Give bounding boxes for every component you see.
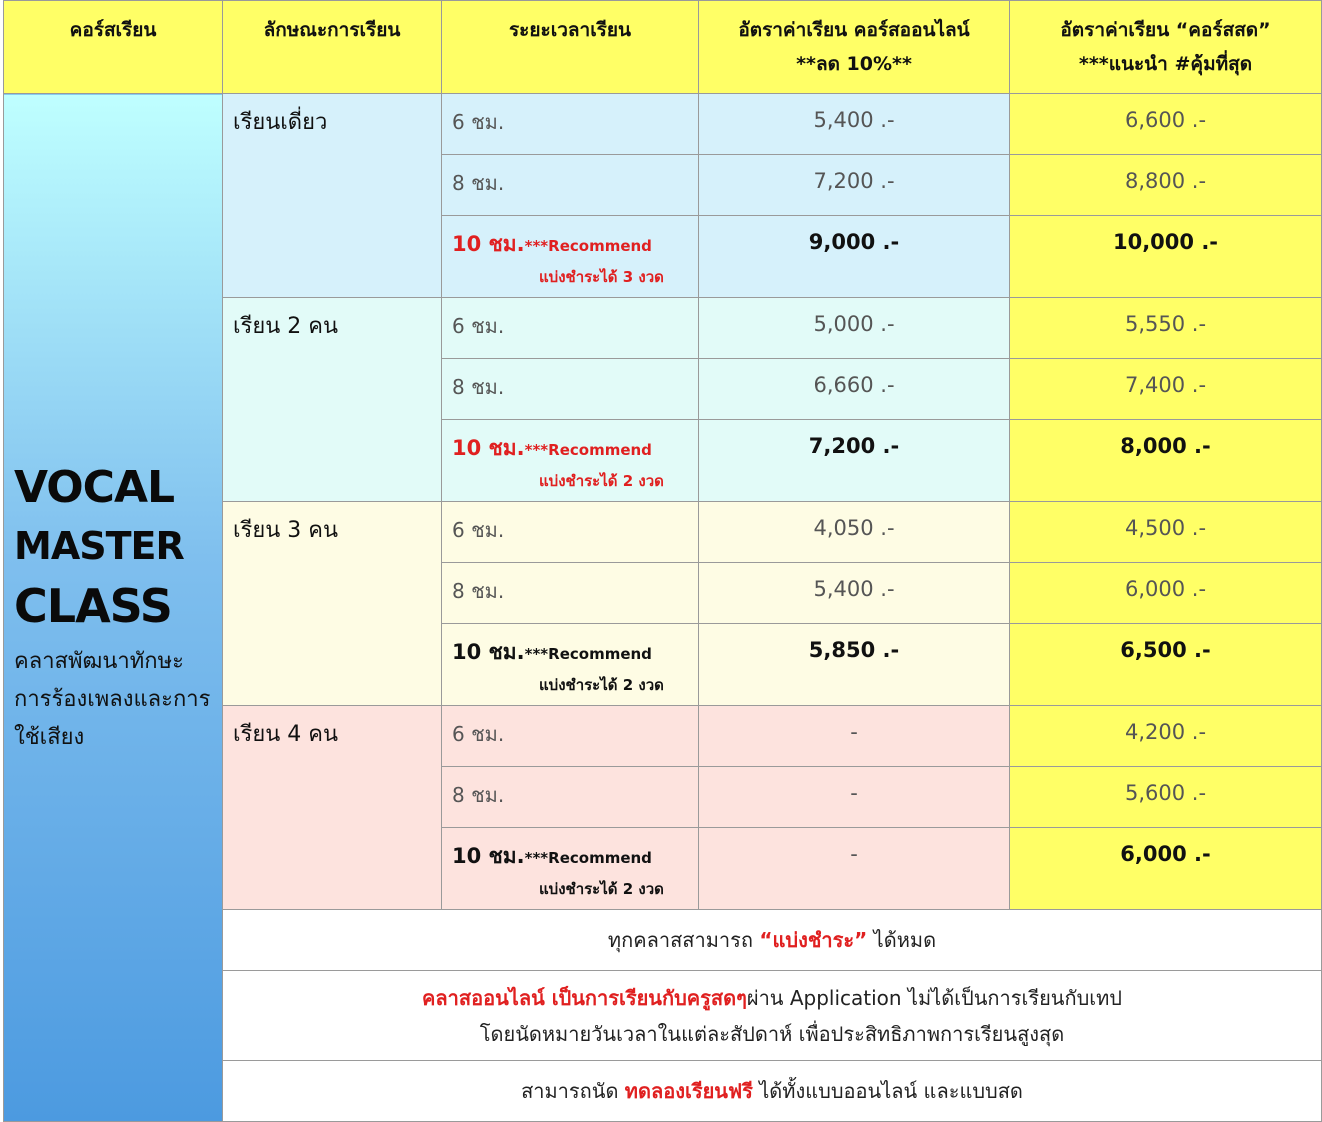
online-price-cell: 5,000 .- <box>699 298 1010 359</box>
duration-cell: 8 ชม. <box>442 359 699 420</box>
recommend-label: ***Recommend <box>524 645 652 663</box>
header-online-price: อัตราค่าเรียน คอร์สออนไลน์ **ลด 10%** <box>699 1 1010 94</box>
pricing-table <box>3 0 1322 1122</box>
duration-cell: 8 ชม. <box>442 155 699 216</box>
online-price-cell: - <box>699 767 1010 828</box>
mode-cell: เรียนเดี่ยว <box>223 94 442 298</box>
header-course: คอร์สเรียน <box>4 1 223 94</box>
header-live-price: อัตราค่าเรียน “คอร์สสด” ***แนะนำ #คุ้มที่สุด <box>1010 1 1322 94</box>
footer-note-installment: ทุกคลาสสามารถ “แบ่งชำระ” ได้หมด <box>223 910 1322 971</box>
online-price-cell: 5,400 .- <box>699 563 1010 624</box>
installment-label: แบ่งชำระได้ 3 งวด <box>539 268 664 286</box>
online-price-cell: 7,200 .- <box>699 420 1010 502</box>
online-price-cell: 7,200 .- <box>699 155 1010 216</box>
course-title-line1: VOCAL <box>14 461 175 513</box>
duration-cell: 8 ชม. <box>442 563 699 624</box>
header-duration: ระยะเวลาเรียน <box>442 1 699 94</box>
live-price-cell: 6,000 .- <box>1010 828 1322 910</box>
pricing-table-frame <box>3 0 1321 1118</box>
online-price-cell: 4,050 .- <box>699 502 1010 563</box>
footer-note-online: คลาสออนไลน์ เป็นการเรียนกับครูสดๆผ่าน Application ไม่ได้เป็นการเรียนกับเทป โดยนัดหมายวันเวลาในแต่ละสัปดาห์ เพื่อประสิทธิภาพการเรียนสูงสุด <box>223 971 1322 1061</box>
course-description: คลาสพัฒนาทักษะการร้องเพลงและการใช้เสียง <box>14 648 211 750</box>
online-price-cell: 5,400 .- <box>699 94 1010 155</box>
course-cell <box>4 94 223 1122</box>
recommend-label: ***Recommend <box>524 441 652 459</box>
online-price-cell: 9,000 .- <box>699 216 1010 298</box>
online-price-cell: 5,850 .- <box>699 624 1010 706</box>
live-price-cell: 5,550 .- <box>1010 298 1322 359</box>
duration-cell-recommended <box>442 828 699 910</box>
live-price-cell: 8,800 .- <box>1010 155 1322 216</box>
live-price-cell: 6,500 .- <box>1010 624 1322 706</box>
footer-note-trial: สามารถนัด ทดลองเรียนฟรี ได้ทั้งแบบออนไลน์ และแบบสด <box>223 1061 1322 1122</box>
mode-cell: เรียน 4 คน <box>223 706 442 910</box>
duration-cell: 6 ชม. <box>442 502 699 563</box>
duration-label: 10 ชม. <box>452 844 525 868</box>
duration-cell-recommended <box>442 420 699 502</box>
live-price-cell: 4,500 .- <box>1010 502 1322 563</box>
duration-label: 10 ชม. <box>452 232 525 256</box>
table-row <box>4 94 1322 155</box>
course-title-line3: CLASS <box>14 578 172 633</box>
duration-cell: 6 ชม. <box>442 94 699 155</box>
live-price-cell: 8,000 .- <box>1010 420 1322 502</box>
live-price-cell: 7,400 .- <box>1010 359 1322 420</box>
installment-label: แบ่งชำระได้ 2 งวด <box>539 472 664 490</box>
online-price-cell: - <box>699 828 1010 910</box>
installment-label: แบ่งชำระได้ 2 งวด <box>539 880 664 898</box>
online-price-cell: - <box>699 706 1010 767</box>
header-mode: ลักษณะการเรียน <box>223 1 442 94</box>
mode-cell: เรียน 2 คน <box>223 298 442 502</box>
live-price-cell: 6,600 .- <box>1010 94 1322 155</box>
duration-cell-recommended <box>442 216 699 298</box>
header-row <box>4 1 1322 94</box>
installment-label: แบ่งชำระได้ 2 งวด <box>539 676 664 694</box>
online-price-cell: 6,660 .- <box>699 359 1010 420</box>
recommend-label: ***Recommend <box>524 849 652 867</box>
duration-cell-recommended <box>442 624 699 706</box>
mode-cell: เรียน 3 คน <box>223 502 442 706</box>
duration-cell: 6 ชม. <box>442 298 699 359</box>
live-price-cell: 4,200 .- <box>1010 706 1322 767</box>
duration-label: 10 ชม. <box>452 436 525 460</box>
duration-label: 10 ชม. <box>452 640 525 664</box>
course-title-line2: MASTER <box>14 523 184 568</box>
duration-cell: 8 ชม. <box>442 767 699 828</box>
duration-cell: 6 ชม. <box>442 706 699 767</box>
live-price-cell: 5,600 .- <box>1010 767 1322 828</box>
recommend-label: ***Recommend <box>524 237 652 255</box>
live-price-cell: 10,000 .- <box>1010 216 1322 298</box>
live-price-cell: 6,000 .- <box>1010 563 1322 624</box>
